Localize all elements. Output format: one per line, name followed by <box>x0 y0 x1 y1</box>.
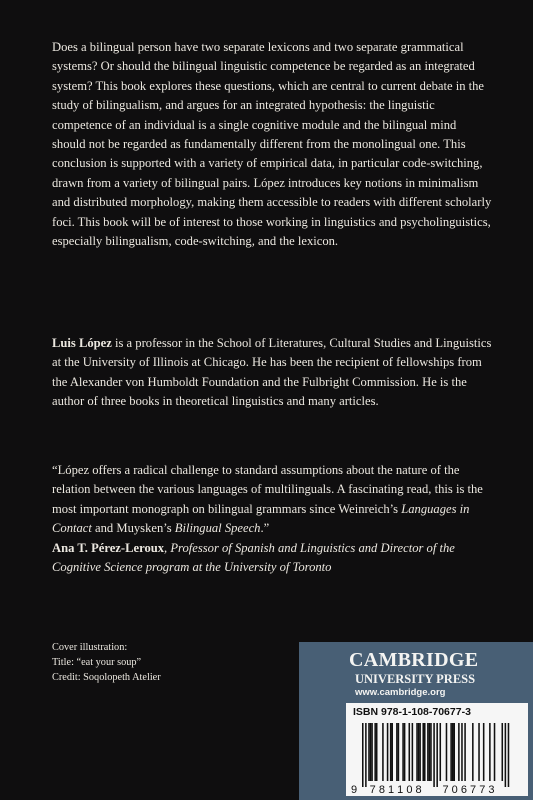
publisher-url: www.cambridge.org <box>355 687 446 698</box>
barcode-bar <box>433 723 435 787</box>
barcode-bar <box>362 723 364 787</box>
barcode-bar <box>419 723 421 781</box>
barcode-bar <box>429 723 431 781</box>
barcode-bar <box>483 723 485 781</box>
credits-line-3: Credit: Soqolopeth Atelier <box>52 672 161 683</box>
barcode-bar <box>370 723 372 781</box>
barcode-bar <box>508 723 510 787</box>
quote-text <box>52 461 492 539</box>
barcode-bar <box>489 723 491 781</box>
barcode-bar <box>427 723 429 781</box>
barcode-digit-first: 9 <box>351 784 358 795</box>
cover-credits <box>52 640 272 685</box>
barcode-bar <box>424 723 426 781</box>
barcode-bar <box>371 723 373 781</box>
attribution-name: Ana T. Pérez-Leroux <box>52 540 165 555</box>
credits-line-1: Cover illustration: <box>52 642 128 653</box>
barcode-bar <box>376 723 378 781</box>
author-bio-text: is a professor in the School of Literatures, Cultural Studies and Linguistics at the University of Illinois at Chicago. He has been the recipient of fellowships from the Alexander von Humboldt Foundation and the Fulbright Commission. He is the author of three books in theoretical linguistics and many articles. <box>52 336 492 409</box>
quote-title-2: Bilingual Speech <box>174 521 261 536</box>
publisher-block <box>299 642 533 800</box>
barcode-bar <box>416 723 418 781</box>
barcode-bar <box>422 723 424 781</box>
barcode-bar <box>472 723 474 781</box>
barcode-bar <box>382 723 384 781</box>
barcode-bar <box>446 723 448 781</box>
isbn-label: ISBN 978-1-108-70677-3 <box>353 706 471 718</box>
blurb-text: Does a bilingual person have two separate lexicons and two separate grammatical systems? Or should the bilingual linguistic competence be regarded as an integrated system? This book explores these questions, which are central to current debate in the study of bilingualism, and argues for an integrated hypothesis: the linguistic competence of an individual is a single cognitive module and the bilingual mind should not be regarded as fundamentally different from the monolingual one. This conclusion is supported with a variety of empirical data, in particular code-switching, drawn from a variety of bilingual pairs. López introduces key notions in minimalism and distributed morphology, making them accessible to readers with different scholarly foci. This book will be of interest to those working in linguistics and psycholinguistics, especially bilingualism, code-switching, and the lexicon. <box>52 40 492 249</box>
barcode-bar <box>404 723 406 781</box>
quote-part-3: .” <box>260 521 270 536</box>
barcode-bar <box>453 723 455 781</box>
publisher-name: CAMBRIDGE <box>349 649 479 671</box>
barcode-bar <box>365 723 367 787</box>
barcode-bar <box>387 723 389 781</box>
barcode-bar <box>368 723 370 781</box>
quote-attribution <box>52 539 492 578</box>
barcode-bar <box>374 723 376 781</box>
barcode-digits-right: 7 0 6 7 7 3 <box>442 784 495 795</box>
quote-title-1: Languages in Contact <box>52 501 470 536</box>
barcode-bar <box>412 723 414 781</box>
barcode-bar <box>494 723 496 781</box>
barcode-bar <box>452 723 454 781</box>
barcode-bar <box>502 723 504 781</box>
barcode-bar <box>505 723 507 787</box>
barcode-bar <box>402 723 404 781</box>
isbn-barcode-box <box>346 703 528 796</box>
publisher-press: UNIVERSITY PRESS <box>355 672 476 686</box>
barcode-bar <box>409 723 411 781</box>
endorsement-quote <box>52 461 492 577</box>
author-name: Luis López <box>52 336 112 350</box>
barcode-bar <box>458 723 460 781</box>
attribution-role: , Professor of Spanish and Linguistics and Director of the Cognitive Science program at the University of Toronto <box>52 540 455 575</box>
credits-line-2: Title: “eat your soup” <box>52 657 142 668</box>
barcode-bar <box>461 723 463 781</box>
quote-part-2: and Muysken’s <box>91 521 175 536</box>
barcode-bar <box>391 723 393 781</box>
barcode-bar <box>464 723 466 781</box>
barcode-bar <box>450 723 452 781</box>
barcode-bar <box>418 723 420 781</box>
back-cover-blurb <box>52 38 492 251</box>
barcode-bar <box>398 723 400 781</box>
barcode-digits-left: 7 8 1 1 0 8 <box>369 784 422 795</box>
author-bio <box>52 334 492 412</box>
barcode-bar <box>478 723 480 781</box>
barcode-bar <box>390 723 392 781</box>
barcode <box>349 723 525 795</box>
quote-part-1: “López offers a radical challenge to standard assumptions about the nature of the relation between the various languages of multilinguals. A fascinating read, this is the most important monograph on bilingual grammars since Weinreich’s <box>52 463 483 516</box>
barcode-bar <box>436 723 438 787</box>
barcode-bar <box>430 723 432 781</box>
barcode-bar <box>440 723 442 781</box>
barcode-bar <box>396 723 398 781</box>
author-bio-paragraph <box>52 334 492 412</box>
